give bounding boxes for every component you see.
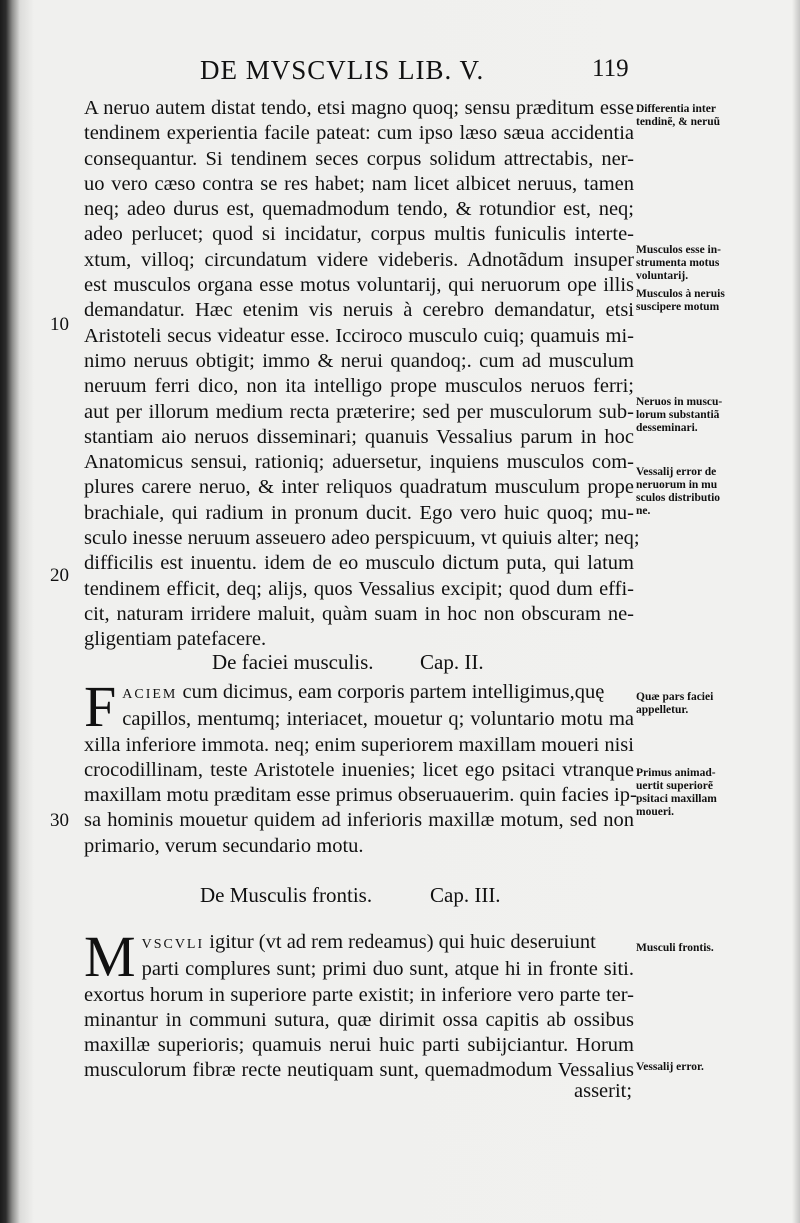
margin-note <box>636 103 776 129</box>
line-number: 10 <box>50 314 69 335</box>
text-line: aut per illorum medium recta præterire; sed per musculorum sub- <box>84 400 634 423</box>
margin-note-line: desseminari. <box>636 422 698 434</box>
paragraph-forehead <box>84 924 634 1084</box>
text-line: cit, naturam irridere maluit, quàm suam in hoc non obscuram ne- <box>84 602 634 625</box>
margin-note <box>636 466 776 518</box>
margin-note-line: suscipere motum <box>636 301 720 313</box>
text-line: sa hominis mouetur quidem ad inferioris maxillæ motum, sed non <box>84 809 634 832</box>
text-line <box>84 680 634 707</box>
text-line: neruum ferri dico, non ita intelligo prope musculos neruos ferri; <box>84 375 634 398</box>
text-line: difficilis est inuentu. idem de eo musculo dictum puta, qui latum <box>84 552 634 575</box>
text-fragment: cum dicimus, eam corporis partem intelligimus,quę <box>177 681 605 703</box>
margin-note-line: uertit superiorẽ <box>636 780 713 792</box>
chapter-title: De Musculis frontis. <box>200 883 373 907</box>
margin-note-line: Differentia inter <box>636 103 716 115</box>
small-caps-word: VSCVLI <box>141 937 205 952</box>
margin-note-line: moueri. <box>636 806 675 818</box>
margin-note-line: strumenta motus <box>636 257 720 269</box>
margin-note-line: tendinẽ, & neruũ <box>636 116 721 128</box>
text-line: gligentiam patefacere. <box>84 628 267 651</box>
text-line: exortus horum in superiore parte existit; in inferiore vero parte ter- <box>84 983 634 1006</box>
margin-note <box>636 288 776 314</box>
text-line: parti complures sunt; primi duo sunt, atque hi in fronte siti. <box>141 958 634 981</box>
margin-note-line: sculos distributio <box>636 492 721 504</box>
margin-note <box>636 691 776 717</box>
text-line: xilla inferiore immota. neq; enim superiorem maxillam moueri nisi <box>84 733 634 756</box>
margin-note-line: Musculi frontis. <box>636 942 714 954</box>
margin-note <box>636 942 776 955</box>
text-line: tendinem efficit, deq; alijs, quos Vessalius excipit; quod dum effi- <box>84 577 634 600</box>
text-line: crocodillinam, teste Aristotele inuenies; licet ego psitaci vtranque <box>84 758 634 781</box>
margin-note <box>636 767 776 819</box>
text-line: est musculos organa esse motus voluntarij, qui neruorum ope illis <box>84 274 634 297</box>
text-line: Anatomicus sensui, rationiq; aduersetur, inquiens musculos com- <box>84 451 634 474</box>
paragraph-muscles-nerves <box>84 96 640 653</box>
text-line: maxillæ superioris; quamuis nerui huic parti subijciantur. Horum <box>84 1034 634 1057</box>
margin-note-line: Quæ pars faciei <box>636 691 714 703</box>
text-line: brachiale, qui radium in pronum ducit. Ego vero huic quoq; mu- <box>84 501 634 524</box>
text-line: uo vero cæso contra se res habet; nam licet albicet neruus, tamen <box>84 172 634 195</box>
text-line: capillos, mentumq; interiacet, mouetur q; voluntario motu ma <box>122 708 634 731</box>
margin-note-line: Primus animad- <box>636 767 716 779</box>
paragraph-face <box>84 674 637 859</box>
margin-note-line: Vessalij error de <box>636 466 717 478</box>
margin-note <box>636 1061 776 1074</box>
margin-note <box>636 396 776 435</box>
page-header <box>0 55 800 95</box>
margin-note-line: appelletur. <box>636 704 689 716</box>
text-line: sculo inesse neruum asseuero adeo perspicuum, vt quiuis alter; neq; <box>84 527 640 550</box>
running-title: DE MVSCVLIS LIB. V. <box>200 55 485 85</box>
page-number: 119 <box>592 55 629 82</box>
line-number: 30 <box>50 810 69 831</box>
small-caps-word: ACIEM <box>122 687 178 702</box>
margin-note-line: ne. <box>636 505 651 517</box>
text-line: A neruo autem distat tendo, etsi magno quoq; sensu præditum esse <box>84 97 634 119</box>
text-line: adeo perlucet; quod si incidatur, corpus multis funiculis interte- <box>84 223 634 246</box>
text-line: tendinem experientia facile pateat: cum ipso læso sæua accidentia <box>84 122 634 145</box>
text-line: demandatur. Hæc etenim vis neruis à cerebro demandatur, etsi <box>84 299 634 322</box>
margin-note-line: psitaci maxillam <box>636 793 717 805</box>
drop-cap: F <box>84 674 117 739</box>
line-number: 20 <box>50 565 69 586</box>
text-line: minantur in communi sutura, quæ dirimit ossa capitis ab ossibus <box>84 1008 634 1031</box>
text-line <box>84 930 634 957</box>
margin-note-line: neruorum in mu <box>636 479 718 491</box>
text-line: maxillam motu præditam esse primus obseruauerim. quin facies ip- <box>84 784 637 807</box>
text-line: nimo neruus obtigit; immo & nerui quandoq;. cum ad musculum <box>84 349 634 372</box>
catchword: asserit; <box>574 1080 633 1102</box>
page-edge-shadow <box>792 0 800 1223</box>
margin-note-line: Vessalij error. <box>636 1061 704 1073</box>
margin-note-line: Musculos à neruis <box>636 288 725 300</box>
text-line: musculorum fibræ recte neutiquam sunt, quemadmodum Vessalius <box>84 1059 634 1082</box>
text-line: plures carere neruo, & inter reliquos quadratum musculum prope <box>84 476 634 499</box>
drop-cap: M <box>84 924 136 989</box>
chapter-title: De faciei musculis. <box>212 650 374 674</box>
text-line: consequantur. Si tendinem seces corpus solidum attrectabis, ner- <box>84 147 634 170</box>
text-line: Aristoteli secus videatur esse. Icciroco musculo cuiq; quamuis mi- <box>84 324 634 347</box>
text-line: stantiam aio neruos disseminari; quanuis Vessalius parum in hoc <box>84 425 634 448</box>
text-line: primario, verum secundario motu. <box>84 834 364 857</box>
margin-note <box>636 244 776 283</box>
chapter-number: Cap. III. <box>430 883 501 907</box>
text-line: xtum, villoq; circundatum videre videberis. Adnotãdum insuper <box>84 248 634 271</box>
margin-note-line: voluntarij. <box>636 270 689 282</box>
margin-note-line: lorum substantiã <box>636 409 720 421</box>
text-line: neq; adeo durus est, quemadmodum tendo, & rotundior est, neq; <box>84 198 634 221</box>
margin-note-line: Neruos in muscu- <box>636 396 723 408</box>
chapter-number: Cap. II. <box>420 650 484 674</box>
text-fragment: igitur (vt ad rem redeamus) qui huic deseruiunt <box>204 931 596 953</box>
margin-note-line: Musculos esse in- <box>636 244 721 256</box>
